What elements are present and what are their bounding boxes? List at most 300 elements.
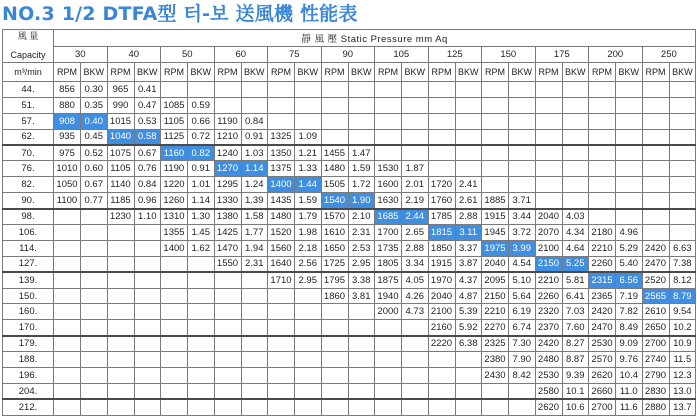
- rpm-cell: [107, 256, 134, 272]
- bkw-cell: [241, 399, 268, 415]
- bkw-cell: [241, 368, 268, 384]
- bkw-cell: [295, 336, 322, 352]
- rpm-cell: 1455: [321, 145, 348, 161]
- rpm-cell: [321, 368, 348, 384]
- rpm-header: RPM: [589, 63, 616, 82]
- rpm-cell: 2325: [482, 336, 509, 352]
- rpm-cell: [107, 240, 134, 256]
- bkw-cell: [295, 352, 322, 368]
- bkw-cell: [134, 225, 161, 241]
- bkw-cell: 1.03: [241, 145, 268, 161]
- bkw-cell: 2.31: [348, 225, 375, 241]
- rpm-cell: [161, 304, 188, 320]
- rpm-cell: [107, 225, 134, 241]
- rpm-cell: 2880: [642, 399, 669, 415]
- bkw-cell: 1.72: [348, 177, 375, 193]
- table-row: [3, 209, 696, 225]
- bkw-header: BKW: [188, 63, 215, 82]
- bkw-cell: 13.0: [669, 383, 696, 399]
- bkw-cell: 2.41: [455, 177, 482, 193]
- bkw-cell: [348, 113, 375, 129]
- rpm-cell: 1650: [321, 240, 348, 256]
- rpm-cell: 2520: [642, 272, 669, 288]
- rpm-cell: [107, 304, 134, 320]
- rpm-cell: 1550: [214, 256, 241, 272]
- bkw-cell: [241, 383, 268, 399]
- capacity-cell: 106.: [3, 225, 54, 241]
- bkw-header: BKW: [616, 63, 643, 82]
- bkw-cell: [188, 304, 215, 320]
- rpm-cell: 2530: [535, 368, 562, 384]
- bkw-cell: [81, 399, 108, 415]
- bkw-cell: [134, 383, 161, 399]
- bkw-cell: 4.03: [562, 209, 589, 225]
- bkw-cell: [402, 82, 429, 98]
- bkw-cell: [562, 145, 589, 161]
- bkw-cell: 0.82: [188, 145, 215, 161]
- bkw-cell: [402, 113, 429, 129]
- rpm-header: RPM: [214, 63, 241, 82]
- bkw-cell: 3.87: [455, 256, 482, 272]
- rpm-cell: [54, 240, 81, 256]
- bkw-header: BKW: [348, 63, 375, 82]
- capacity-cell: 62.: [3, 129, 54, 145]
- bkw-cell: [188, 320, 215, 336]
- bkw-cell: 5.10: [509, 272, 536, 288]
- rpm-cell: 1050: [54, 177, 81, 193]
- bkw-cell: [562, 129, 589, 145]
- bkw-cell: [134, 336, 161, 352]
- rpm-cell: [214, 383, 241, 399]
- rpm-cell: [589, 145, 616, 161]
- rpm-cell: [214, 97, 241, 113]
- bkw-cell: [562, 161, 589, 177]
- rpm-cell: [161, 336, 188, 352]
- rpm-header: RPM: [268, 63, 295, 82]
- bkw-cell: [348, 368, 375, 384]
- bkw-cell: 10.4: [616, 368, 643, 384]
- bkw-cell: [295, 399, 322, 415]
- rpm-cell: 2620: [589, 368, 616, 384]
- bkw-cell: 8.42: [509, 368, 536, 384]
- bkw-cell: [188, 368, 215, 384]
- rpm-cell: [107, 368, 134, 384]
- rpm-cell: 2220: [428, 336, 455, 352]
- bkw-cell: 1.24: [241, 177, 268, 193]
- bkw-cell: [348, 129, 375, 145]
- rpm-cell: 1125: [161, 129, 188, 145]
- rpm-cell: 1220: [161, 177, 188, 193]
- rpm-cell: [214, 320, 241, 336]
- table-row: [3, 352, 696, 368]
- rpm-cell: 2650: [642, 320, 669, 336]
- rpm-cell: 2660: [589, 383, 616, 399]
- rpm-cell: [535, 161, 562, 177]
- bkw-cell: 1.01: [188, 177, 215, 193]
- bkw-cell: 1.59: [295, 193, 322, 209]
- rpm-cell: [482, 399, 509, 415]
- bkw-cell: [402, 368, 429, 384]
- capacity-cell: 114.: [3, 240, 54, 256]
- bkw-cell: 6.38: [455, 336, 482, 352]
- capacity-cell: 170.: [3, 320, 54, 336]
- rpm-cell: 1685: [375, 209, 402, 225]
- bkw-cell: [134, 399, 161, 415]
- bkw-cell: [669, 97, 696, 113]
- rpm-cell: 2270: [482, 320, 509, 336]
- bkw-header: BKW: [81, 63, 108, 82]
- rpm-cell: [161, 272, 188, 288]
- bkw-cell: 7.19: [616, 288, 643, 304]
- capacity-cell: 70.: [3, 145, 54, 161]
- bkw-cell: [241, 97, 268, 113]
- rpm-cell: 1505: [321, 177, 348, 193]
- bkw-cell: [188, 399, 215, 415]
- rpm-cell: 1210: [214, 129, 241, 145]
- rpm-header: RPM: [107, 63, 134, 82]
- bkw-cell: [241, 304, 268, 320]
- bkw-cell: [81, 368, 108, 384]
- rpm-header: RPM: [321, 63, 348, 82]
- bkw-cell: 0.60: [81, 161, 108, 177]
- bkw-cell: [134, 352, 161, 368]
- capacity-cell: 212.: [3, 399, 54, 415]
- bkw-cell: 0.91: [241, 129, 268, 145]
- rpm-cell: 880: [54, 97, 81, 113]
- rpm-cell: [375, 352, 402, 368]
- bkw-cell: 8.27: [562, 336, 589, 352]
- rpm-header: RPM: [642, 63, 669, 82]
- rpm-cell: 856: [54, 82, 81, 98]
- rpm-cell: 1100: [54, 193, 81, 209]
- table-row: [3, 399, 696, 415]
- rpm-cell: 2830: [642, 383, 669, 399]
- performance-table: [2, 29, 696, 416]
- bkw-cell: [348, 383, 375, 399]
- rpm-cell: 2420: [535, 336, 562, 352]
- rpm-cell: [54, 256, 81, 272]
- rpm-cell: [107, 288, 134, 304]
- bkw-header: BKW: [509, 63, 536, 82]
- bkw-cell: 5.39: [455, 304, 482, 320]
- rpm-cell: [161, 82, 188, 98]
- bkw-cell: 3.72: [509, 225, 536, 241]
- bkw-cell: 0.40: [81, 113, 108, 129]
- rpm-cell: [268, 304, 295, 320]
- pressure-col-40: 40: [107, 46, 161, 63]
- bkw-cell: 2.88: [455, 209, 482, 225]
- bkw-cell: 0.41: [134, 82, 161, 98]
- bkw-cell: 1.79: [295, 209, 322, 225]
- table-row: [3, 225, 696, 241]
- bkw-cell: 2.65: [402, 225, 429, 241]
- bkw-cell: 0.84: [134, 177, 161, 193]
- rpm-cell: 2420: [589, 304, 616, 320]
- rpm-cell: 1400: [161, 240, 188, 256]
- bkw-cell: 2.10: [348, 209, 375, 225]
- bkw-cell: [81, 225, 108, 241]
- bkw-cell: 9.09: [616, 336, 643, 352]
- bkw-cell: [402, 336, 429, 352]
- rpm-cell: 1600: [375, 177, 402, 193]
- bkw-cell: 10.1: [562, 383, 589, 399]
- bkw-cell: 1.21: [295, 145, 322, 161]
- rpm-cell: 2040: [482, 256, 509, 272]
- capacity-label-korean: 風 量: [17, 31, 39, 41]
- rpm-cell: 2000: [375, 304, 402, 320]
- rpm-cell: [54, 304, 81, 320]
- rpm-cell: 2380: [482, 352, 509, 368]
- bkw-cell: 10.9: [669, 336, 696, 352]
- rpm-cell: [535, 177, 562, 193]
- bkw-cell: 0.30: [81, 82, 108, 98]
- rpm-cell: 2210: [482, 304, 509, 320]
- rpm-cell: 2180: [589, 225, 616, 241]
- rpm-cell: 2565: [642, 288, 669, 304]
- rpm-cell: [54, 288, 81, 304]
- bkw-cell: 1.14: [241, 161, 268, 177]
- bkw-cell: 1.62: [188, 240, 215, 256]
- bkw-cell: [241, 272, 268, 288]
- rpm-cell: [482, 177, 509, 193]
- bkw-cell: 5.81: [562, 272, 589, 288]
- rpm-cell: [321, 113, 348, 129]
- bkw-cell: 4.87: [455, 288, 482, 304]
- bkw-cell: 2.95: [348, 256, 375, 272]
- rpm-cell: [375, 336, 402, 352]
- bkw-cell: [455, 161, 482, 177]
- bkw-cell: [134, 272, 161, 288]
- capacity-cell: 98.: [3, 209, 54, 225]
- rpm-cell: 1530: [375, 161, 402, 177]
- rpm-cell: 1380: [214, 209, 241, 225]
- bkw-cell: [616, 209, 643, 225]
- rpm-cell: 1795: [321, 272, 348, 288]
- rpm-cell: 2150: [482, 288, 509, 304]
- bkw-cell: 0.45: [81, 129, 108, 145]
- rpm-cell: [54, 209, 81, 225]
- rpm-cell: [642, 97, 669, 113]
- bkw-cell: [669, 145, 696, 161]
- bkw-cell: 7.30: [509, 336, 536, 352]
- rpm-cell: [107, 383, 134, 399]
- rpm-cell: [428, 368, 455, 384]
- bkw-cell: 11.0: [616, 383, 643, 399]
- bkw-cell: [295, 383, 322, 399]
- rpm-cell: 1400: [268, 177, 295, 193]
- rpm-cell: 1040: [107, 129, 134, 145]
- rpm-cell: 1915: [482, 209, 509, 225]
- rpm-cell: [214, 304, 241, 320]
- bkw-cell: 5.40: [616, 256, 643, 272]
- bkw-cell: 2.18: [295, 240, 322, 256]
- rpm-cell: [375, 368, 402, 384]
- bkw-cell: [509, 177, 536, 193]
- rpm-cell: [321, 82, 348, 98]
- rpm-cell: 2570: [589, 352, 616, 368]
- rpm-cell: 1915: [428, 256, 455, 272]
- rpm-cell: [268, 336, 295, 352]
- bkw-cell: [455, 399, 482, 415]
- bkw-cell: 3.71: [509, 193, 536, 209]
- bkw-header: BKW: [134, 63, 161, 82]
- bkw-cell: [81, 336, 108, 352]
- rpm-cell: [589, 129, 616, 145]
- rpm-cell: [535, 113, 562, 129]
- bkw-cell: 5.92: [455, 320, 482, 336]
- bkw-cell: 0.58: [134, 129, 161, 145]
- bkw-cell: 0.67: [81, 177, 108, 193]
- bkw-cell: [134, 368, 161, 384]
- bkw-cell: [509, 383, 536, 399]
- table-row: [3, 256, 696, 272]
- rpm-cell: 965: [107, 82, 134, 98]
- bkw-cell: 0.35: [81, 97, 108, 113]
- rpm-cell: [535, 145, 562, 161]
- capacity-cell: 150.: [3, 288, 54, 304]
- pressure-col-150: 150: [482, 46, 536, 63]
- bkw-cell: 1.47: [348, 145, 375, 161]
- rpm-cell: [214, 352, 241, 368]
- bkw-cell: [455, 368, 482, 384]
- rpm-cell: 1480: [268, 209, 295, 225]
- rpm-cell: [107, 336, 134, 352]
- rpm-header: RPM: [54, 63, 81, 82]
- rpm-cell: 1355: [161, 225, 188, 241]
- rpm-cell: [535, 82, 562, 98]
- rpm-cell: [375, 145, 402, 161]
- rpm-cell: [589, 161, 616, 177]
- rpm-cell: 2260: [535, 288, 562, 304]
- bkw-cell: [241, 336, 268, 352]
- bkw-cell: [402, 320, 429, 336]
- rpm-cell: 1075: [107, 145, 134, 161]
- static-pressure-header: 靜 風 壓 Static Pressure mm Aq: [54, 30, 696, 47]
- bkw-cell: [348, 82, 375, 98]
- bkw-cell: [616, 129, 643, 145]
- bkw-cell: [669, 193, 696, 209]
- pressure-col-30: 30: [54, 46, 108, 63]
- table-row: [3, 113, 696, 129]
- rpm-cell: [428, 129, 455, 145]
- bkw-cell: [188, 352, 215, 368]
- rpm-cell: 1480: [321, 161, 348, 177]
- bkw-cell: [509, 129, 536, 145]
- bkw-cell: [455, 82, 482, 98]
- rpm-cell: [642, 161, 669, 177]
- bkw-cell: 13.7: [669, 399, 696, 415]
- rpm-cell: 2100: [428, 304, 455, 320]
- bkw-cell: [455, 145, 482, 161]
- bkw-cell: 10.6: [562, 399, 589, 415]
- rpm-cell: 2740: [642, 352, 669, 368]
- bkw-cell: 3.34: [402, 256, 429, 272]
- rpm-cell: 2260: [589, 256, 616, 272]
- bkw-cell: 0.66: [188, 113, 215, 129]
- rpm-cell: [54, 368, 81, 384]
- bkw-cell: [134, 320, 161, 336]
- bkw-cell: 0.47: [134, 97, 161, 113]
- bkw-cell: 0.77: [81, 193, 108, 209]
- rpm-cell: [268, 113, 295, 129]
- rpm-cell: 2100: [535, 240, 562, 256]
- bkw-cell: [295, 320, 322, 336]
- bkw-cell: [402, 383, 429, 399]
- bkw-cell: [348, 336, 375, 352]
- table-row: [3, 383, 696, 399]
- rpm-cell: 1240: [214, 145, 241, 161]
- rpm-cell: [428, 113, 455, 129]
- rpm-cell: [535, 129, 562, 145]
- table-row: [3, 288, 696, 304]
- pressure-col-105: 105: [375, 46, 429, 63]
- rpm-cell: [428, 352, 455, 368]
- rpm-cell: [107, 272, 134, 288]
- rpm-header: RPM: [375, 63, 402, 82]
- bkw-cell: [616, 177, 643, 193]
- bkw-cell: [188, 272, 215, 288]
- table-row: [3, 145, 696, 161]
- bkw-cell: [134, 240, 161, 256]
- rpm-cell: [482, 97, 509, 113]
- rpm-cell: 1560: [268, 240, 295, 256]
- bkw-cell: 2.44: [402, 209, 429, 225]
- rpm-cell: 1725: [321, 256, 348, 272]
- rpm-cell: 1760: [428, 193, 455, 209]
- bkw-cell: [562, 177, 589, 193]
- bkw-cell: [669, 82, 696, 98]
- rpm-cell: [642, 225, 669, 241]
- bkw-cell: 3.81: [348, 288, 375, 304]
- rpm-cell: 1160: [161, 145, 188, 161]
- rpm-cell: 2580: [535, 383, 562, 399]
- rpm-cell: [482, 383, 509, 399]
- rpm-cell: [214, 272, 241, 288]
- rpm-cell: [161, 352, 188, 368]
- bkw-cell: 7.38: [669, 256, 696, 272]
- rpm-cell: [428, 399, 455, 415]
- rpm-cell: 1805: [375, 256, 402, 272]
- pressure-col-200: 200: [589, 46, 643, 63]
- bkw-cell: 4.26: [402, 288, 429, 304]
- rpm-cell: [214, 399, 241, 415]
- rpm-cell: [482, 161, 509, 177]
- bkw-cell: 9.39: [562, 368, 589, 384]
- capacity-label: Capacity: [10, 50, 46, 60]
- capacity-cell: 51.: [3, 97, 54, 113]
- rpm-cell: 1270: [214, 161, 241, 177]
- rpm-cell: [428, 82, 455, 98]
- rpm-cell: 1010: [54, 161, 81, 177]
- rpm-cell: [589, 113, 616, 129]
- bkw-cell: 1.59: [348, 161, 375, 177]
- rpm-header: RPM: [482, 63, 509, 82]
- bkw-cell: 1.90: [348, 193, 375, 209]
- bkw-cell: [188, 288, 215, 304]
- rpm-cell: [161, 399, 188, 415]
- rpm-cell: [161, 256, 188, 272]
- rpm-cell: 2365: [589, 288, 616, 304]
- rpm-cell: 2040: [428, 288, 455, 304]
- rpm-cell: 1610: [321, 225, 348, 241]
- rpm-cell: 2700: [589, 399, 616, 415]
- bkw-cell: 1.58: [241, 209, 268, 225]
- rpm-cell: 1375: [268, 161, 295, 177]
- rpm-cell: [589, 82, 616, 98]
- rpm-cell: 1975: [482, 240, 509, 256]
- bkw-header: BKW: [455, 63, 482, 82]
- bkw-cell: 2.19: [402, 193, 429, 209]
